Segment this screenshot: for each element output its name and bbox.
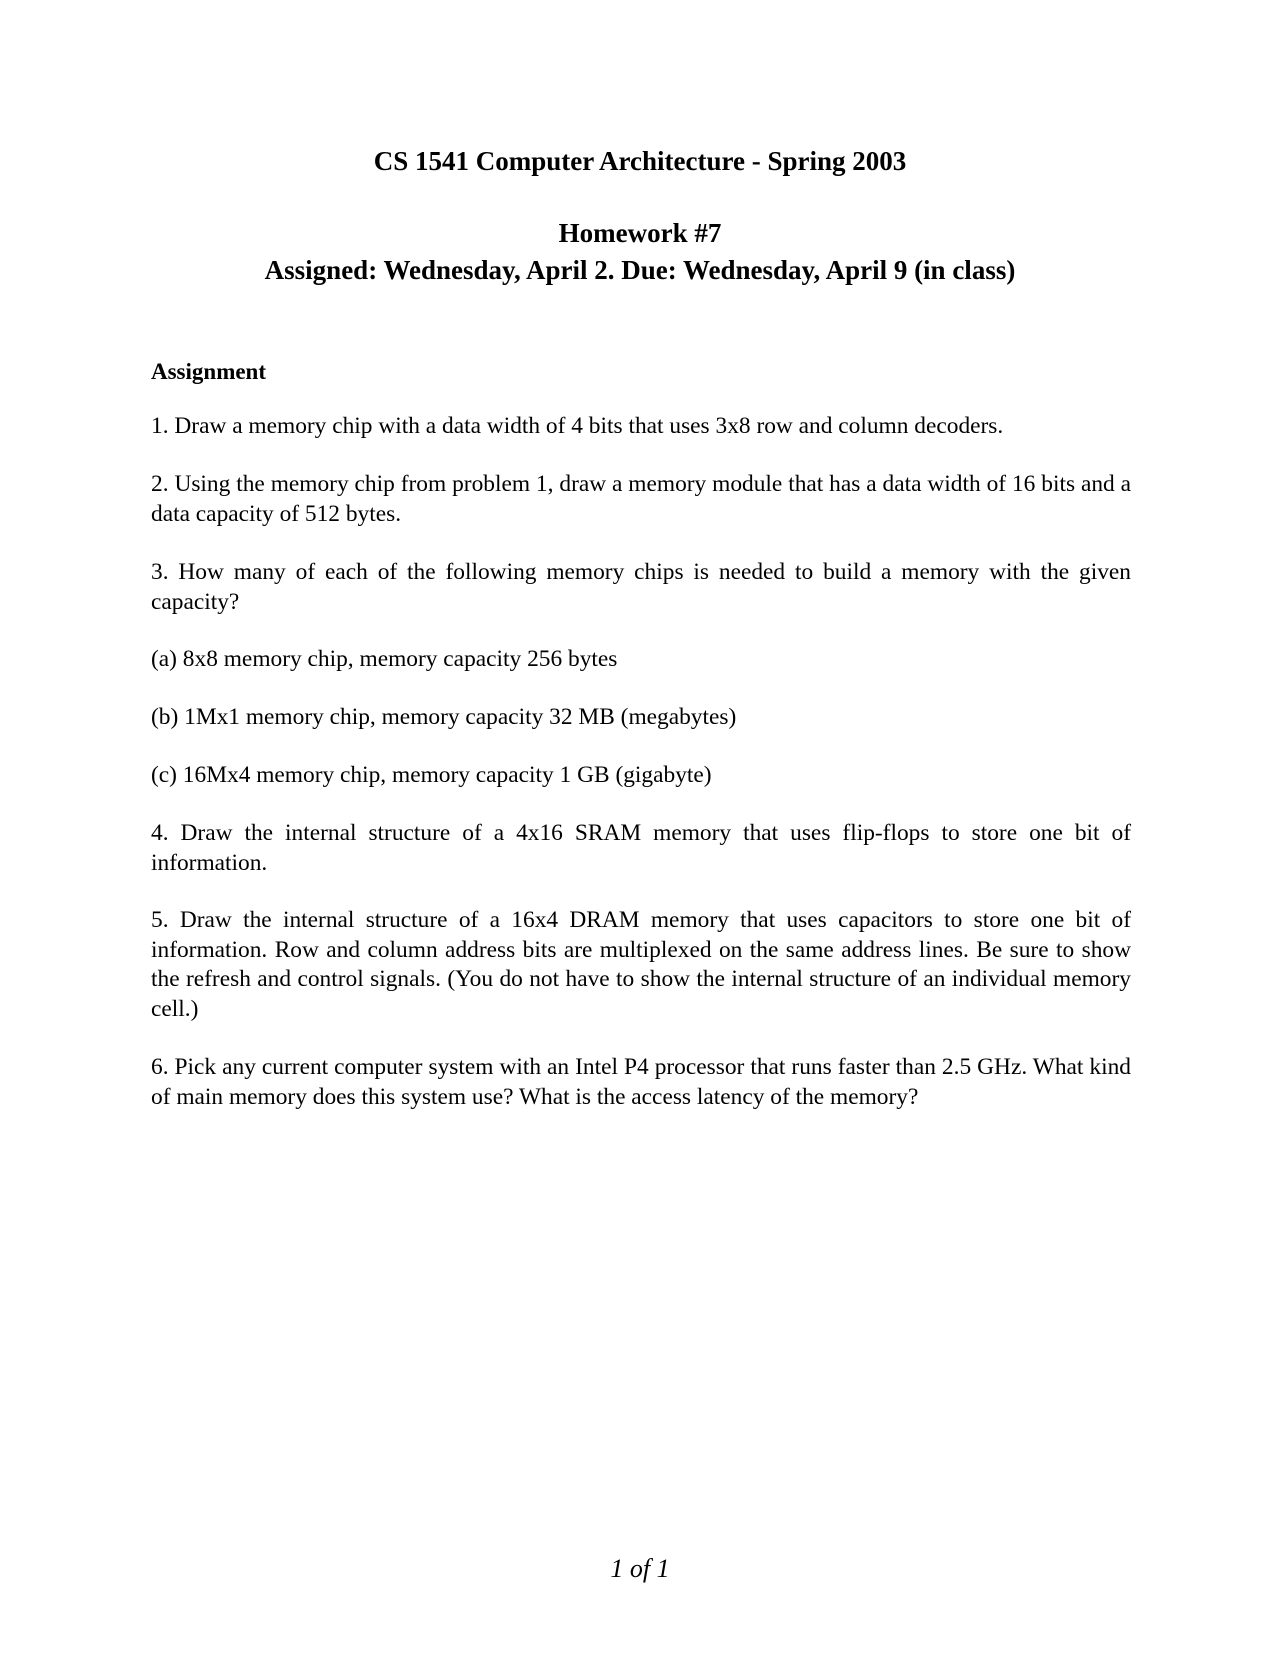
course-title: CS 1541 Computer Architecture - Spring 2003 <box>373 146 907 176</box>
problem-3c: (c) 16Mx4 memory chip, memory capacity 1 GB (gigabyte) <box>151 762 712 788</box>
problem-5: 5. Draw the internal structure of a 16x4 DRAM memory that uses capacitors to store one bit of information. Row and column address bits are multiplexed on the same address lines. Be sure to show the refresh and control signals. (You do not have to show the internal structure of an individual memory cell.) <box>151 907 1131 1022</box>
problem-4: 4. Draw the internal structure of a 4x16 SRAM memory that uses flip-flops to store one bit of information. <box>151 820 1131 876</box>
problem-3a: (a) 8x8 memory chip, memory capacity 256 bytes <box>151 646 618 672</box>
section-heading: Assignment <box>151 359 267 384</box>
problem-1: 1. Draw a memory chip with a data width of 4 bits that uses 3x8 row and column decoders. <box>151 413 1004 439</box>
problem-3: 3. How many of each of the following memory chips is needed to build a memory with the given capacity? <box>151 559 1131 615</box>
homework-title: Homework #7 <box>558 218 722 248</box>
page-number: 1 of 1 <box>610 1554 670 1583</box>
problem-3b: (b) 1Mx1 memory chip, memory capacity 32 MB (megabytes) <box>151 704 737 730</box>
problem-6: 6. Pick any current computer system with an Intel P4 processor that runs faster than 2.5 GHz. What kind of main memory does this system use? What is the access latency of the memory? <box>151 1054 1131 1110</box>
problem-2: 2. Using the memory chip from problem 1, draw a memory module that has a data width of 16 bits and a data capacity of 512 bytes. <box>151 471 1131 527</box>
assignment-dates: Assigned: Wednesday, April 2. Due: Wednesday, April 9 (in class) <box>264 255 1016 285</box>
